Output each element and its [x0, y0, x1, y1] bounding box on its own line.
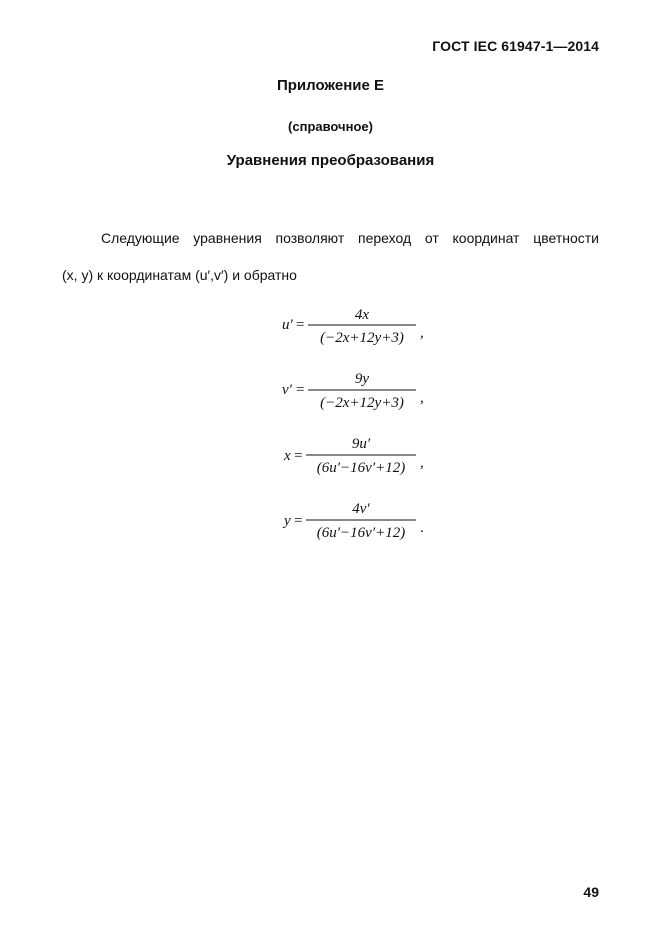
- equation-v-prime: [282, 371, 424, 411]
- appendix-title: Приложение Е: [276, 77, 385, 94]
- equation-punctuation: .: [420, 520, 424, 536]
- equation-punctuation: ,: [420, 390, 424, 406]
- equation-numerator: 4x: [354, 307, 370, 323]
- paragraph-line-1: Следующие уравнения позволяют переход от координат цветности: [101, 230, 599, 246]
- equation-numerator: 4v′: [352, 501, 370, 517]
- paragraph-line-2: (x, y) к координатам (u′,v′) и обратно: [62, 267, 297, 283]
- equation-y: [282, 501, 424, 541]
- svg-text:=: =: [294, 448, 303, 464]
- document-code: ГОСТ IEC 61947-1—2014: [432, 38, 599, 54]
- equation-lhs: y: [284, 513, 291, 529]
- section-title: Уравнения преобразования: [226, 152, 435, 169]
- equation-u-prime: [282, 307, 424, 346]
- equation-denominator: (6u′−16v′+12): [316, 525, 406, 541]
- equation-numerator: 9u′: [351, 436, 371, 452]
- svg-text:=: =: [294, 513, 303, 529]
- equation-lhs: x: [284, 448, 291, 464]
- equation-denominator: (−2x+12y+3): [320, 330, 404, 346]
- equation-denominator: (6u′−16v′+12): [316, 460, 406, 476]
- equation-lhs: v′: [282, 382, 292, 398]
- equation-lhs: u′: [282, 317, 293, 333]
- appendix-kind: (справочное): [288, 119, 373, 134]
- conversion-equations: [0, 300, 661, 560]
- equation-punctuation: ,: [420, 455, 424, 471]
- equation-x: [283, 436, 424, 476]
- page-number: 49: [583, 884, 599, 900]
- svg-text:=: =: [296, 382, 305, 398]
- equation-numerator: 9y: [354, 371, 370, 387]
- svg-text:=: =: [296, 317, 305, 333]
- equation-punctuation: ,: [420, 325, 424, 341]
- equation-denominator: (−2x+12y+3): [320, 395, 404, 411]
